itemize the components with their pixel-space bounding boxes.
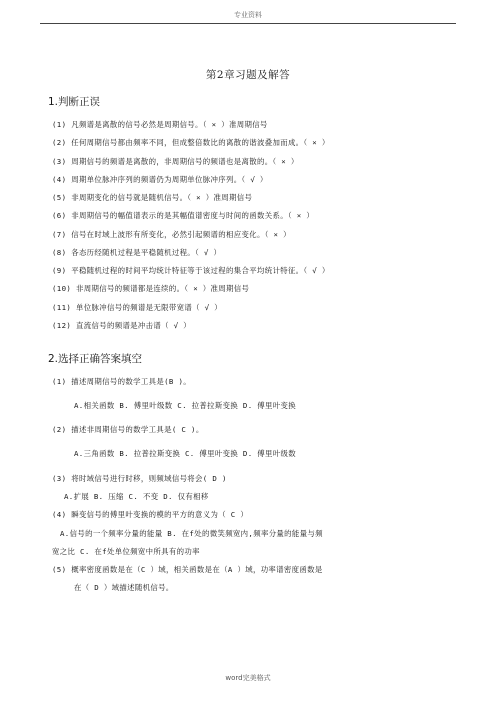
- judgement-item-10: (10) 非周期信号的频谱都是连续的。（ × ）准周期信号: [52, 284, 250, 293]
- choice-options-3: A.扩展 B. 压缩 C. 不变 D. 仅有相移: [64, 492, 209, 501]
- choice-text-4a: A.信号的一个频率分量的能量 B. 在f处的微笑频宽内,频率分量的能量与频: [60, 529, 323, 538]
- header-label: 专业资料: [234, 11, 262, 19]
- page-title: 第2章习题及解答: [205, 69, 291, 81]
- choice-question-5: (5) 概率密度函数是在（C ）域，相关函数是在（A ）域，功率谱密度函数是: [52, 565, 323, 574]
- judgement-item-12: (12) 直流信号的频谱是冲击谱（ √ ）: [52, 321, 192, 330]
- choice-text-5b: 在（ D ）域描述随机信号。: [74, 583, 174, 592]
- judgement-item-6: (6) 非周期信号的幅值谱表示的是其幅值谱密度与时间的函数关系。（ × ）: [52, 211, 315, 220]
- judgement-item-1: (1) 凡频谱是离散的信号必然是周期信号。（ × ）准周期信号: [52, 120, 268, 129]
- judgement-item-4: (4) 周期单位脉冲序列的频谱仍为周期单位脉冲序列。（ √ ）: [52, 175, 268, 184]
- choice-question-4: (4) 瞬变信号的傅里叶变换的模的平方的意义为（ C ）: [52, 510, 249, 519]
- choice-options-1: A.相关函数 B. 傅里叶级数 C. 拉普拉斯变换 D. 傅里叶变换: [74, 401, 297, 410]
- judgement-item-11: (11) 单位脉冲信号的频谱是无限带宽谱（ √ ）: [52, 303, 222, 312]
- judgement-item-3: (3) 周期信号的频谱是离散的，非周期信号的频谱也是离散的。（ × ）: [52, 157, 299, 166]
- section2-heading: 2.选择正确答案填空: [48, 353, 143, 365]
- judgement-item-2: (2) 任何周期信号都由频率不同，但成整倍数比的离散的谐波叠加而成。（ × ）: [52, 138, 330, 147]
- choice-options-2: A.三角函数 B. 拉普拉斯变换 C. 傅里叶变换 D. 傅里叶级数: [74, 449, 297, 458]
- choice-text-4b: 宽之比 C. 在f处单位频宽中所具有的功率: [52, 547, 200, 556]
- choice-question-3: (3) 将时域信号进行时移，则频域信号将会( D ): [52, 474, 227, 483]
- judgement-item-8: (8) 各态历经随机过程是平稳随机过程。（ √ ）: [52, 248, 222, 257]
- choice-question-1: (1) 描述周期信号的数学工具是(B )。: [52, 377, 192, 386]
- judgement-item-9: (9) 平稳随机过程的时间平均统计特征等于该过程的集合平均统计特征。（ √ ）: [52, 266, 330, 275]
- footer-label: word完美格式: [225, 674, 271, 682]
- header-divider: [40, 23, 456, 24]
- section1-heading: 1.判断正误: [48, 96, 101, 108]
- judgement-item-5: (5) 非周期变化的信号就是随机信号。（ × ）准周期信号: [52, 193, 253, 202]
- choice-question-2: (2) 描述非周期信号的数学工具是( C )。: [52, 425, 204, 434]
- judgement-item-7: (7) 信号在时域上波形有所变化，必然引起频谱的相应变化。（ × ）: [52, 230, 291, 239]
